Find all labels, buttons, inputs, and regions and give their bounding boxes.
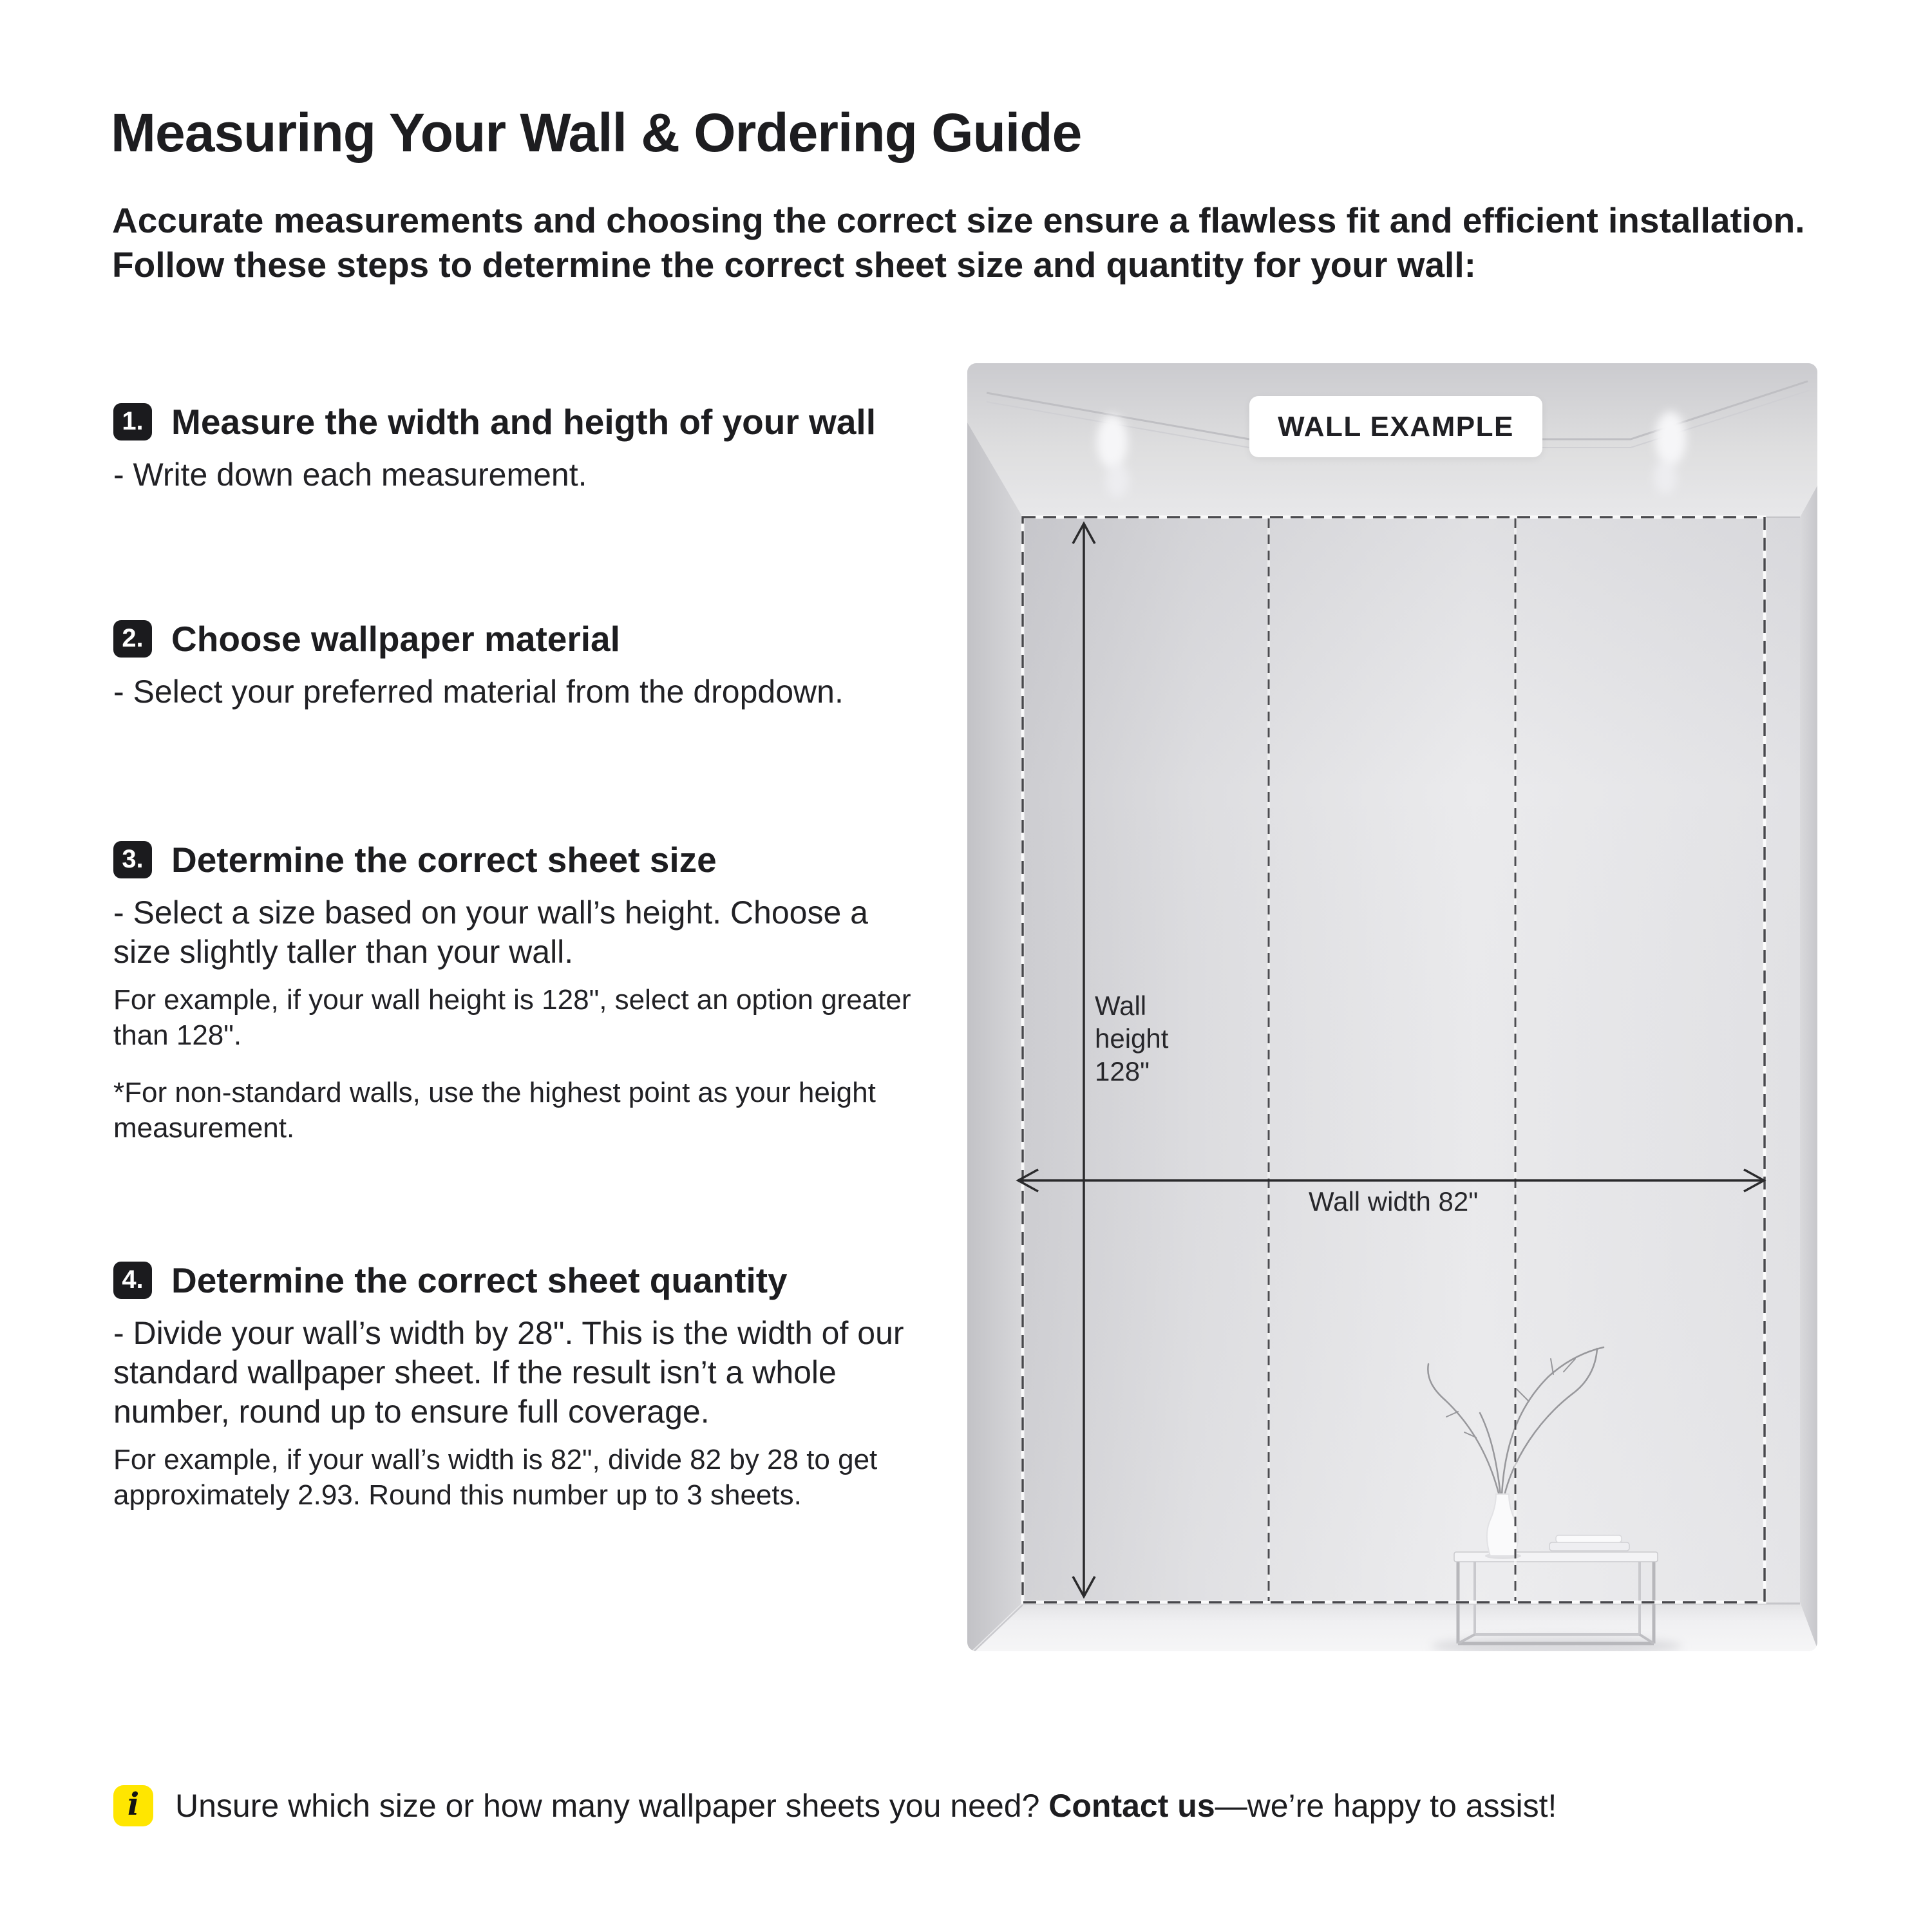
step-body-line: - Write down each measurement. [113, 457, 587, 493]
wall-example-image [967, 363, 1817, 1651]
step-body-line: size slightly taller than your wall. [113, 934, 574, 970]
step-example-line: For example, if your wall’s width is 82", divide 82 by 28 to get [113, 1444, 878, 1475]
step-note-line: measurement. [113, 1112, 295, 1144]
wall-width-label: Wall width 82" [1309, 1186, 1479, 1217]
wall-height-label-line: height [1095, 1023, 1169, 1054]
step-example-line: For example, if your wall height is 128", select an option greater [113, 984, 911, 1016]
step-example-line: approximately 2.93. Round this number up to 3 sheets. [113, 1479, 802, 1511]
left-side-wall [967, 422, 1023, 1651]
wall-height-label-line: Wall [1095, 990, 1147, 1021]
step-heading: Determine the correct sheet quantity [171, 1260, 788, 1300]
footer-text-after: —we’re happy to assist! [1215, 1788, 1557, 1824]
step-heading: Measure the width and heigth of your wall [171, 402, 876, 442]
step-number-badge: 4. [113, 1262, 152, 1299]
books [1549, 1535, 1629, 1551]
step-body-line: number, round up to ensure full coverage. [113, 1394, 710, 1430]
step-body [113, 455, 918, 495]
page-title: Measuring Your Wall & Ordering Guide [111, 102, 1082, 163]
step-body [113, 1314, 918, 1432]
step-body [113, 893, 918, 972]
step-number-badge: 3. [113, 841, 152, 878]
footer-text-before: Unsure which size or how many wallpaper sheets you need? [175, 1788, 1049, 1824]
step-example [113, 1442, 918, 1513]
info-icon: i [113, 1785, 153, 1826]
footer-text [175, 1787, 1557, 1824]
intro-line: Follow these steps to determine the correct sheet size and quantity for your wall: [112, 245, 1476, 285]
wall-example-label: WALL EXAMPLE [1249, 396, 1542, 457]
step-heading: Choose wallpaper material [171, 619, 620, 659]
step-1 [113, 401, 918, 495]
step-2-header [113, 618, 918, 659]
contact-us-link[interactable]: Contact us [1048, 1788, 1215, 1824]
step-3 [113, 839, 918, 1146]
right-side-wall [1800, 486, 1817, 1649]
step-3-header [113, 839, 918, 880]
floor [967, 1602, 1817, 1651]
footer-note [113, 1785, 1557, 1826]
step-body [113, 672, 918, 712]
wall-height-label [1095, 989, 1168, 1088]
table-top [1454, 1552, 1658, 1562]
step-example-line: than 128". [113, 1019, 242, 1051]
step-4-header [113, 1260, 918, 1301]
step-note-line: *For non-standard walls, use the highest point as your height [113, 1077, 876, 1108]
step-body-line: standard wallpaper sheet. If the result isn’t a whole [113, 1354, 837, 1390]
step-number-badge: 2. [113, 620, 152, 658]
intro-line: Accurate measurements and choosing the correct size ensure a flawless fit and efficient installation. [112, 200, 1805, 240]
wall-height-label-line: 128" [1095, 1056, 1150, 1086]
step-number-badge: 1. [113, 403, 152, 440]
intro-paragraph [112, 198, 1805, 287]
step-body-line: - Divide your wall’s width by 28". This is the width of our [113, 1315, 904, 1351]
step-1-header [113, 401, 918, 442]
step-body-line: - Select your preferred material from the dropdown. [113, 674, 844, 710]
step-example [113, 982, 918, 1053]
step-body-line: - Select a size based on your wall’s height. Choose a [113, 895, 868, 931]
step-note [113, 1075, 918, 1146]
step-heading: Determine the correct sheet size [171, 840, 717, 880]
step-2 [113, 618, 918, 712]
step-4 [113, 1260, 918, 1513]
